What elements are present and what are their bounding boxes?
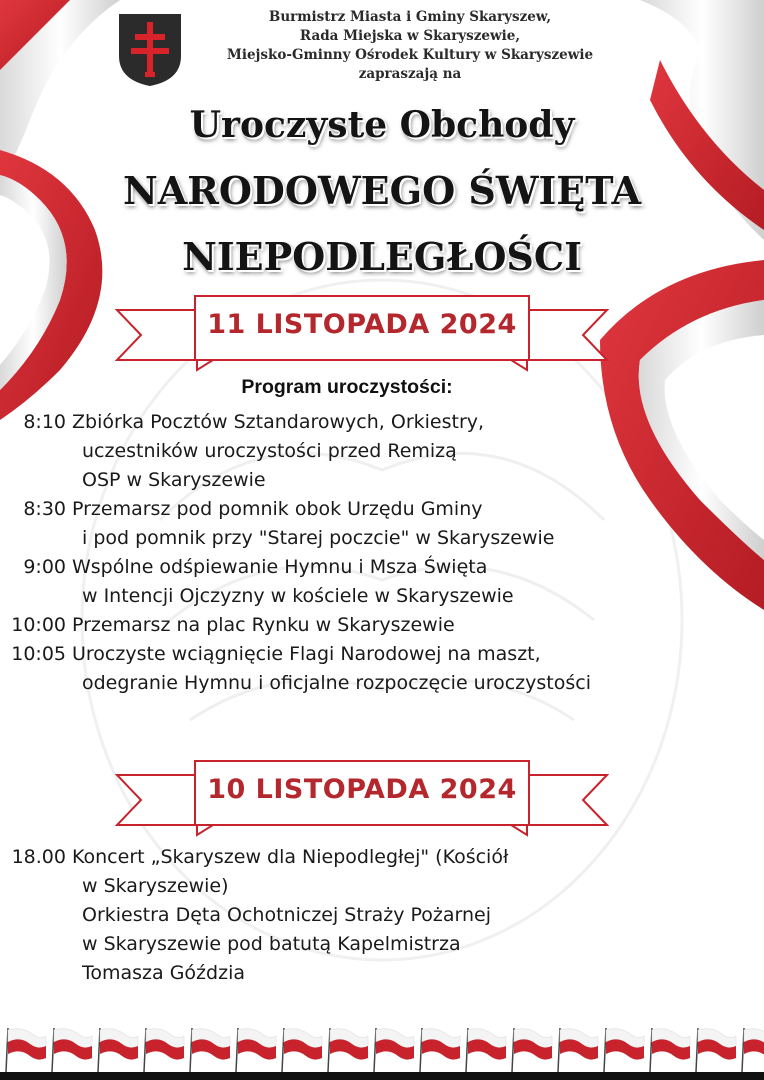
polish-flag-icon <box>696 1028 736 1072</box>
schedule-list <box>0 843 764 988</box>
polish-flag-icon <box>144 1028 184 1072</box>
schedule-description: Tomasza Góździa <box>82 962 245 984</box>
polish-flag-icon <box>52 1028 92 1072</box>
polish-flag-icon <box>6 1028 46 1072</box>
schedule-time: 18.00 <box>11 846 66 868</box>
event-title-line-3: NIEPODLEGŁOŚCI <box>182 234 582 279</box>
polish-flag-icon <box>282 1028 322 1072</box>
coat-of-arms-icon <box>117 12 183 88</box>
schedule-description: Zbiórka Pocztów Sztandarowych, Orkiestry, <box>72 411 485 433</box>
schedule-item <box>0 495 764 553</box>
schedule-description: Orkiestra Dęta Ochotniczej Straży Pożarnej <box>82 904 492 926</box>
polish-flag-icon <box>236 1028 276 1072</box>
polish-flag-icon <box>604 1028 644 1072</box>
polish-flag-icon <box>558 1028 598 1072</box>
organizer-line: Burmistrz Miasta i Gminy Skaryszew, <box>268 9 552 25</box>
polish-flag-icon <box>512 1028 552 1072</box>
schedule-description: w Skaryszewie pod batutą Kapelmistrza <box>82 933 461 955</box>
schedule-description: i pod pomnik przy "Starej poczcie" w Skaryszewie <box>82 527 555 549</box>
polish-flag-icon <box>420 1028 460 1072</box>
schedule-time: 8:10 <box>23 411 66 433</box>
polish-flag-icon <box>466 1028 506 1072</box>
schedule-list <box>0 408 764 698</box>
schedule-description: OSP w Skaryszewie <box>82 469 266 491</box>
date-banner-text: 10 LISTOPADA 2024 <box>207 774 517 805</box>
schedule-description: Przemarsz na plac Rynku w Skaryszewie <box>72 614 455 636</box>
schedule-description: Wspólne odśpiewanie Hymnu i Msza Święta <box>72 556 488 578</box>
schedule-description: w Skaryszewie) <box>82 875 229 897</box>
organizer-line: Rada Miejska w Skaryszewie, <box>299 28 521 44</box>
event-title-line-1: Uroczyste Obchody <box>189 104 575 146</box>
organizer-line: Miejsko-Gminny Ośrodek Kultury w Skaryszewie <box>226 47 594 63</box>
polish-flags-strip <box>0 1022 764 1080</box>
schedule-item <box>0 553 764 611</box>
schedule-description: uczestników uroczystości przed Remizą <box>82 440 457 462</box>
polish-flag-icon <box>374 1028 414 1072</box>
schedule-item <box>0 408 764 495</box>
organizers-block <box>190 8 630 84</box>
schedule-description: Uroczyste wciągnięcie Flagi Narodowej na maszt, <box>72 643 541 665</box>
schedule-time: 8:30 <box>23 498 66 520</box>
schedule-time: 10:05 <box>11 643 66 665</box>
event-title-line-2: NARODOWEGO ŚWIĘTA <box>123 168 641 213</box>
polish-flag-icon <box>98 1028 138 1072</box>
polish-flag-icon <box>328 1028 368 1072</box>
schedule-description: w Intencji Ojczyzny w kościele w Skaryszewie <box>82 585 514 607</box>
schedule-item <box>0 640 764 698</box>
invitation-line: zapraszają na <box>358 66 462 82</box>
schedule-item <box>0 843 764 988</box>
polish-flag-icon <box>650 1028 690 1072</box>
polish-flag-icon <box>742 1028 764 1072</box>
date-banner-text: 11 LISTOPADA 2024 <box>207 309 517 340</box>
schedule-description: Koncert „Skaryszew dla Niepodległej" (Kościół <box>72 846 509 868</box>
schedule-time: 9:00 <box>23 556 66 578</box>
schedule-time: 10:00 <box>11 614 66 636</box>
schedule-description: odegranie Hymnu i oficjalne rozpoczęcie uroczystości <box>82 672 591 694</box>
polish-flag-icon <box>190 1028 230 1072</box>
schedule-description: Przemarsz pod pomnik obok Urzędu Gminy <box>72 498 483 520</box>
program-heading: Program uroczystości: <box>241 376 453 398</box>
schedule-item <box>0 611 764 640</box>
